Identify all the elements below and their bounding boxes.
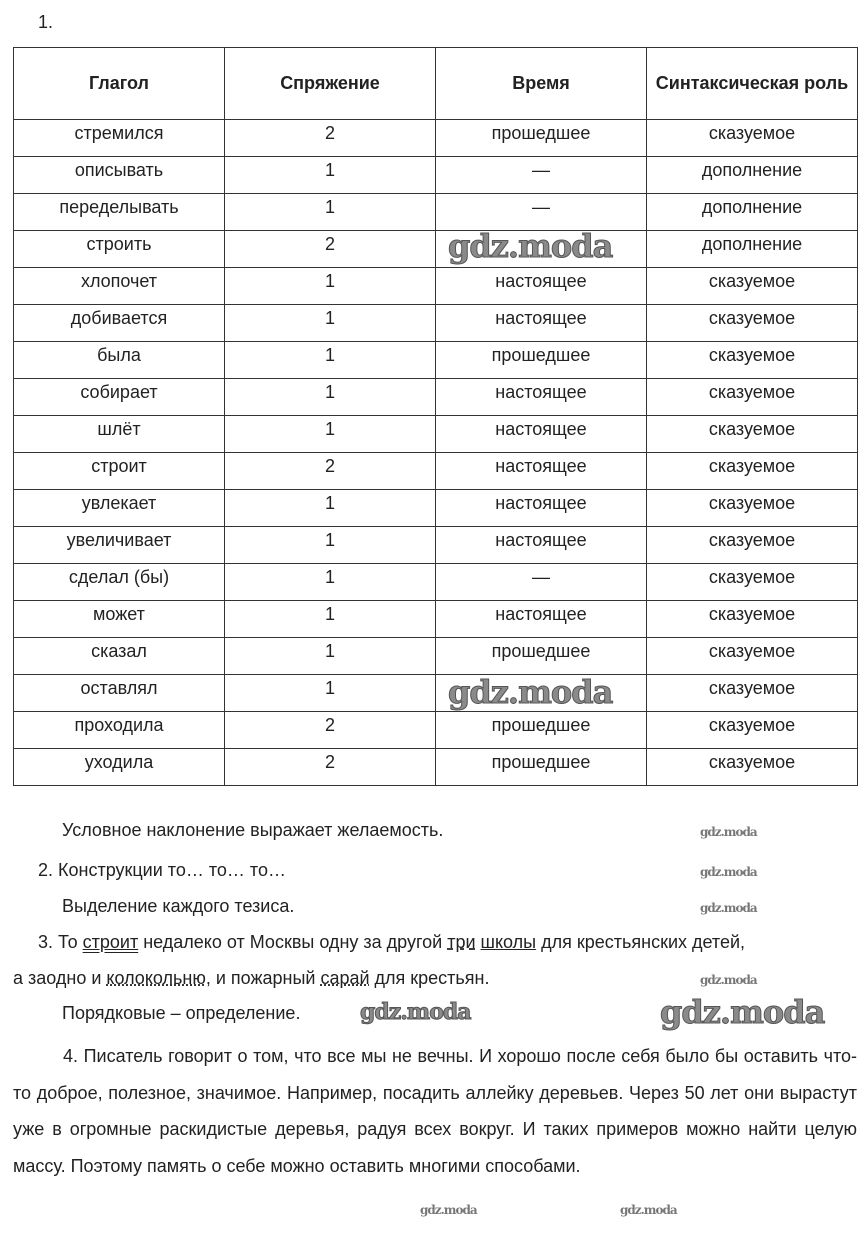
table-cell: добивается	[14, 305, 225, 342]
column-header: Время	[436, 48, 647, 120]
column-header: Глагол	[14, 48, 225, 120]
table-cell: прошедшее	[436, 712, 647, 749]
table-cell: 1	[225, 157, 436, 194]
table-cell: —	[436, 194, 647, 231]
table-cell: сказуемое	[647, 342, 858, 379]
table-cell: 2	[225, 231, 436, 268]
table-cell: описывать	[14, 157, 225, 194]
table-cell: настоящее	[436, 416, 647, 453]
table-cell: увлекает	[14, 490, 225, 527]
table-cell: 1	[225, 564, 436, 601]
table-cell: сказуемое	[647, 564, 858, 601]
table-cell: 1	[225, 194, 436, 231]
table-cell: дополнение	[647, 157, 858, 194]
table-cell: прошедшее	[436, 342, 647, 379]
table-cell: была	[14, 342, 225, 379]
table-cell: сказуемое	[647, 379, 858, 416]
table-cell: 2	[225, 749, 436, 786]
task-4-paragraph: 4. Писатель говорит о том, что все мы не вечны. И хорошо после себя было бы оставить что-то доброе, полезное, значимое. Например, посадить аллейку деревьев. Через 50 лет они вырастут уже в огромные раскидистые деревья, радуя всех вокруг. И таких примеров можно найти целую массу. Поэтому память о себе можно оставить многими способами.	[13, 1046, 857, 1176]
table-row	[14, 120, 858, 157]
table-row	[14, 231, 858, 268]
underlined-object: колокольню	[106, 968, 206, 988]
table-cell: стремился	[14, 120, 225, 157]
table-cell: сказуемое	[647, 305, 858, 342]
underlined-subject: школы	[480, 932, 537, 952]
table-cell: сказуемое	[647, 638, 858, 675]
table-row	[14, 490, 858, 527]
note-3: Порядковые – определение.	[62, 1003, 301, 1023]
watermark-logo: gdz.moda	[700, 825, 757, 839]
table-cell: прошедшее	[436, 749, 647, 786]
table-cell: оставлял	[14, 675, 225, 712]
table-cell: 1	[225, 268, 436, 305]
table-row	[14, 379, 858, 416]
table-cell: 1	[225, 675, 436, 712]
table-row	[14, 712, 858, 749]
table-cell: 1	[225, 342, 436, 379]
table-cell: 1	[225, 527, 436, 564]
task-3-line-2	[13, 968, 490, 989]
table-cell: проходила	[14, 712, 225, 749]
table-cell: прошедшее	[436, 120, 647, 157]
text: 3. То	[38, 932, 83, 952]
table-row	[14, 675, 858, 712]
table-cell: сказуемое	[647, 712, 858, 749]
note-1: Условное наклонение выражает желаемость.	[62, 820, 444, 840]
table-cell: сказуемое	[647, 527, 858, 564]
watermark-logo: gdz.moda	[360, 999, 471, 1025]
watermark-logo: gdz.moda	[620, 1203, 677, 1217]
table-cell: сказуемое	[647, 453, 858, 490]
table-cell: сказуемое	[647, 268, 858, 305]
note-2: Выделение каждого тезиса.	[62, 896, 295, 916]
table-cell: 2	[225, 712, 436, 749]
underlined-predicate: строит	[82, 932, 139, 952]
table-cell: уходила	[14, 749, 225, 786]
task-2: 2. Конструкции то… то… то…	[38, 860, 286, 880]
table-cell: сказуемое	[647, 749, 858, 786]
watermark-logo: gdz.moda	[420, 1203, 477, 1217]
table-cell: настоящее	[436, 379, 647, 416]
table-cell: дополнение	[647, 194, 858, 231]
table-cell: настоящее	[436, 453, 647, 490]
table-cell: настоящее	[436, 490, 647, 527]
text: для крестьянских детей,	[536, 932, 746, 952]
table-cell: строить	[14, 231, 225, 268]
table-cell: сказуемое	[647, 120, 858, 157]
table-cell: сказуемое	[647, 675, 858, 712]
table-cell: может	[14, 601, 225, 638]
watermark-logo: gdz.moda	[700, 901, 757, 915]
table-row	[14, 305, 858, 342]
table-cell: 1	[225, 305, 436, 342]
table-row	[14, 268, 858, 305]
table-cell: 2	[225, 120, 436, 157]
text: недалеко от Москвы одну за другой	[138, 932, 448, 952]
table-cell: 1	[225, 638, 436, 675]
table-cell: собирает	[14, 379, 225, 416]
table-cell: настоящее	[436, 268, 647, 305]
table-row	[14, 638, 858, 675]
table-cell: увеличивает	[14, 527, 225, 564]
table-row	[14, 453, 858, 490]
table-row	[14, 416, 858, 453]
table-row	[14, 157, 858, 194]
verb-table	[13, 47, 858, 786]
table-cell: сказуемое	[647, 601, 858, 638]
table-cell: —	[436, 564, 647, 601]
watermark-logo: gdz.moda	[700, 865, 757, 879]
table-cell: прошедшее	[436, 638, 647, 675]
table-cell: сказал	[14, 638, 225, 675]
table-cell: переделывать	[14, 194, 225, 231]
watermark-logo: gdz.moda	[660, 993, 825, 1031]
watermark-logo: gdz.moda	[448, 673, 613, 711]
table-cell: строит	[14, 453, 225, 490]
table-cell: шлёт	[14, 416, 225, 453]
table-row	[14, 527, 858, 564]
table-cell: 1	[225, 601, 436, 638]
table-cell: —	[436, 157, 647, 194]
task-3-line-1	[38, 932, 745, 953]
table-row	[14, 749, 858, 786]
watermark-logo: gdz.moda	[700, 973, 757, 987]
text: , и пожарный	[205, 968, 321, 988]
text: для крестьян.	[369, 968, 490, 988]
table-cell: сделал (бы)	[14, 564, 225, 601]
table-cell: хлопочет	[14, 268, 225, 305]
table-row	[14, 601, 858, 638]
table-cell: 1	[225, 490, 436, 527]
column-header: Синтаксическая роль	[647, 48, 858, 120]
table-cell: 1	[225, 416, 436, 453]
table-cell: настоящее	[436, 601, 647, 638]
table-cell: настоящее	[436, 527, 647, 564]
table-row	[14, 194, 858, 231]
table-cell: сказуемое	[647, 416, 858, 453]
table-cell: настоящее	[436, 305, 647, 342]
underlined-object: сарай	[320, 968, 370, 988]
table-cell: 2	[225, 453, 436, 490]
table-row	[14, 564, 858, 601]
table-cell: сказуемое	[647, 490, 858, 527]
watermark-logo: gdz.moda	[448, 227, 613, 265]
underlined-word: три	[447, 932, 476, 952]
task-number-1: 1.	[38, 12, 54, 32]
table-cell: дополнение	[647, 231, 858, 268]
table-cell: 1	[225, 379, 436, 416]
table-row	[14, 342, 858, 379]
column-header: Спряжение	[225, 48, 436, 120]
text: а заодно и	[13, 968, 107, 988]
